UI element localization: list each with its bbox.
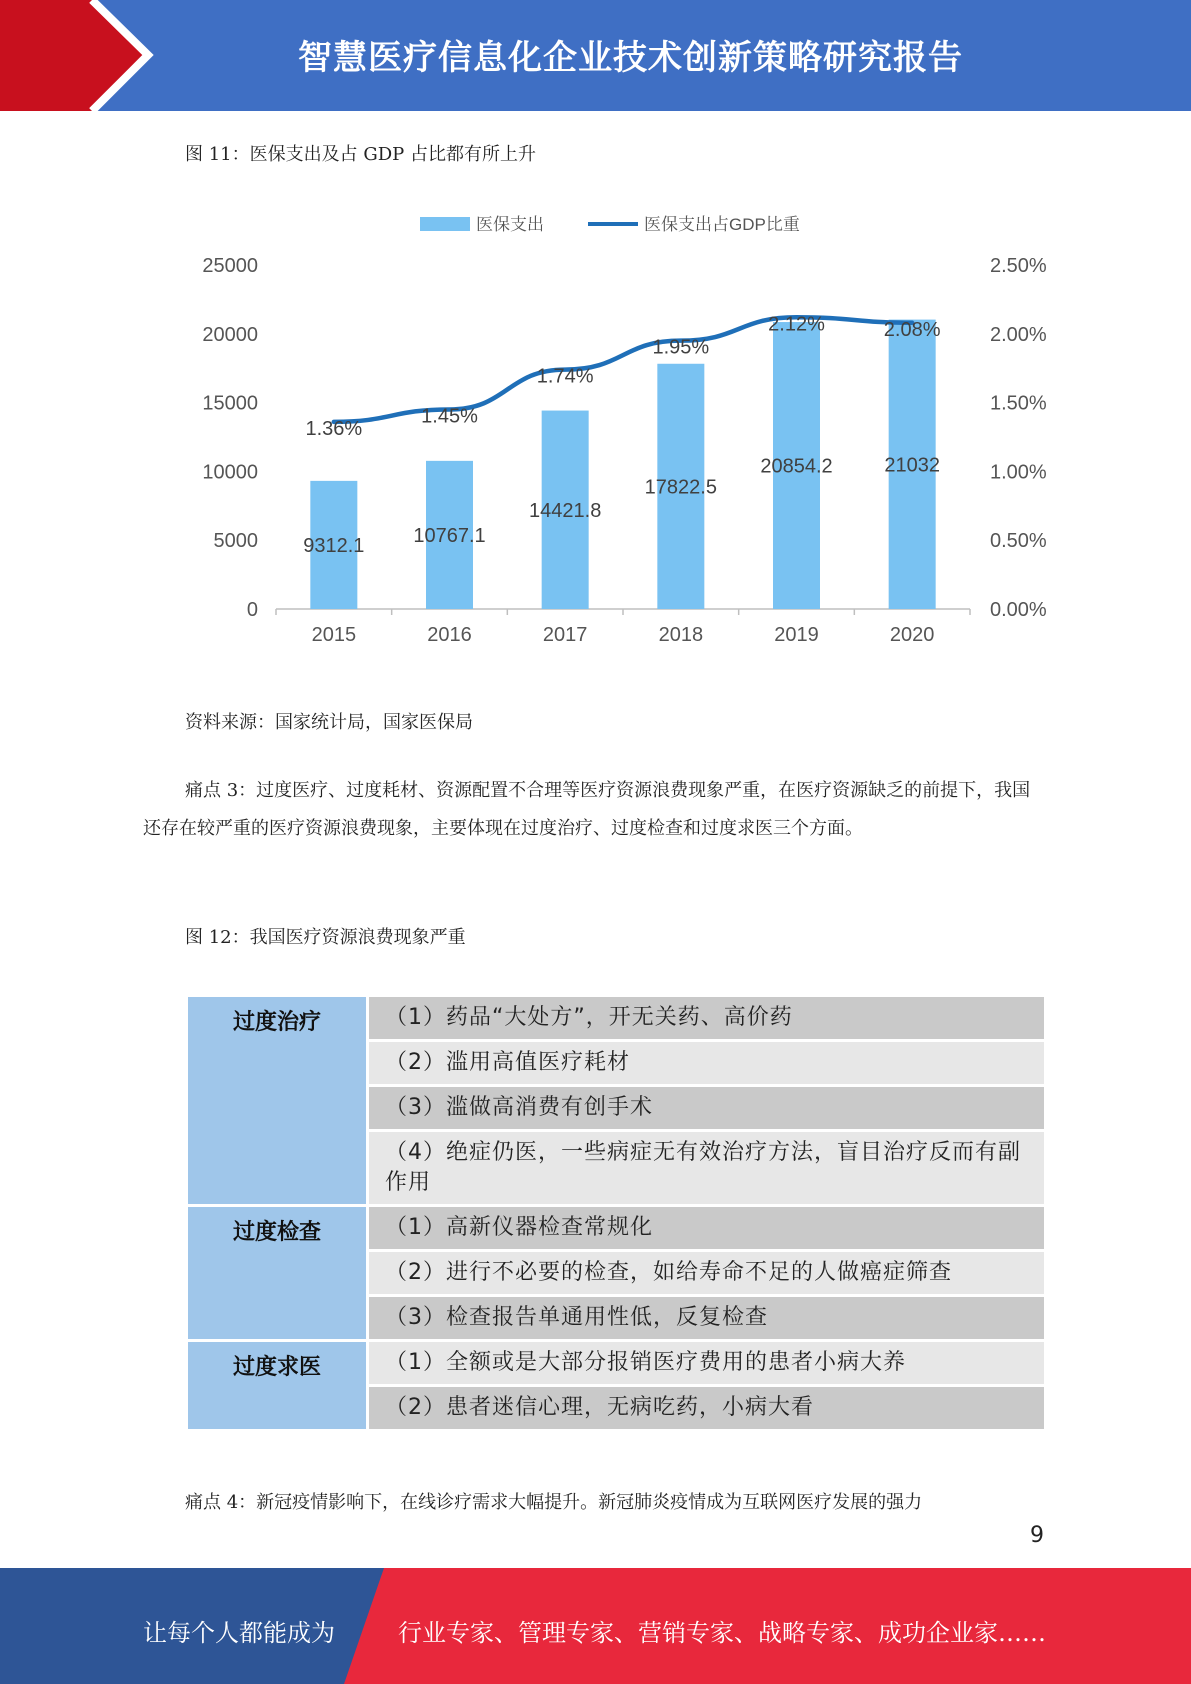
table-item-cell: （2）患者迷信心理，无病吃药，小病大看 [368, 1386, 1046, 1431]
table-row [187, 1206, 1046, 1251]
line-data-label: 2.08% [883, 318, 941, 341]
category-label: 过度治疗 [232, 1010, 321, 1035]
report-title: 智慧医疗信息化企业技术创新策略研究报告 [298, 38, 963, 78]
table-category-cell [187, 1206, 368, 1341]
y2-axis-tick-label: 1.00% [990, 461, 1047, 484]
legend-line-label: 医保支出占GDP比重 [644, 215, 800, 234]
x-axis-category-label: 2017 [542, 624, 588, 646]
figure11-caption: 图 11：医保支出及占 GDP 占比都有所上升 [185, 144, 536, 165]
line-data-label: 1.45% [421, 405, 478, 428]
y-axis-tick-label: 5000 [213, 530, 258, 553]
x-axis-category-label: 2015 [311, 624, 357, 646]
table-item-cell: （2）滥用高值医疗耗材 [368, 1041, 1046, 1086]
table-item-cell: （1）高新仪器检查常规化 [368, 1206, 1046, 1251]
y-axis-tick-label: 20000 [202, 323, 258, 346]
x-axis-category-label: 2018 [658, 624, 704, 646]
y-axis-tick-label: 10000 [202, 461, 258, 484]
footer-slogan-right: 行业专家、管理专家、营销专家、战略专家、成功企业家…… [398, 1619, 1046, 1647]
y2-axis-tick-label: 2.50% [990, 255, 1047, 277]
y2-axis-tick-label: 0.00% [990, 599, 1047, 621]
line-data-label: 2.12% [768, 313, 825, 336]
y-axis-tick-label: 15000 [202, 392, 258, 415]
category-label: 过度求医 [232, 1355, 321, 1380]
x-axis-category-label: 2016 [427, 624, 472, 646]
table-item-cell: （1）药品“大处方”，开无关药、高价药 [368, 996, 1046, 1041]
table-item-cell: （4）绝症仍医，一些病症无有效治疗方法，盲目治疗反而有副作用 [368, 1131, 1046, 1206]
chart-bars [303, 320, 940, 609]
bar-data-label: 21032 [884, 454, 940, 477]
chart-line-series [305, 313, 940, 440]
y2-axis-tick-label: 1.50% [990, 392, 1047, 415]
chart-legend [420, 215, 800, 234]
y-axis-tick-label: 25000 [202, 255, 258, 277]
medical-waste-table [185, 994, 1047, 1432]
table-item-cell: （3）检查报告单通用性低，反复检查 [368, 1296, 1046, 1341]
bar-data-label: 20854.2 [760, 455, 833, 478]
table-item-cell: （3）滥做高消费有创手术 [368, 1086, 1046, 1131]
x-axis-category-label: 2019 [774, 624, 819, 646]
figure11-source: 资料来源：国家统计局，国家医保局 [185, 712, 473, 733]
bar-data-label: 10767.1 [413, 524, 486, 547]
line-data-label: 1.95% [652, 336, 710, 359]
table-item-cell: （1）全额或是大部分报销医疗费用的患者小病大养 [368, 1341, 1046, 1386]
y-axis-tick-label: 0 [246, 599, 258, 621]
paragraph-pain-point-3: 痛点 3：过度医疗、过度耗材、资源配置不合理等医疗资源浪费现象严重，在医疗资源缺乏的前提下，我国还存在较严重的医疗资源浪费现象，主要体现在过度治疗、过度检查和过度求医三个方面。 [143, 780, 1031, 839]
footer-slogan-left: 让每个人都能成为 [143, 1619, 335, 1647]
table-row [187, 996, 1046, 1041]
paragraph-pain-point-4: 痛点 4：新冠疫情影响下，在线诊疗需求大幅提升。新冠肺炎疫情成为互联网医疗发展的强力 [185, 1492, 923, 1513]
legend-bar-swatch [420, 217, 470, 231]
figure12-caption: 图 12：我国医疗资源浪费现象严重 [185, 927, 466, 948]
page-header [0, 0, 1191, 111]
y2-axis-tick-label: 0.50% [990, 530, 1047, 553]
bar-data-label: 17822.5 [644, 476, 717, 499]
line-data-label: 1.36% [305, 417, 363, 440]
x-axis-category-label: 2020 [889, 624, 935, 646]
line-data-label: 1.74% [536, 365, 594, 388]
page-footer [0, 1568, 1191, 1684]
table-item-cell: （2）进行不必要的检查，如给寿命不足的人做癌症筛查 [368, 1251, 1046, 1296]
bar-data-label: 9312.1 [303, 534, 365, 557]
legend-bar-label: 医保支出 [476, 215, 544, 234]
bar-data-label: 14421.8 [529, 499, 602, 522]
category-label: 过度检查 [232, 1220, 321, 1245]
table-category-cell [187, 1341, 368, 1431]
table-category-cell [187, 996, 368, 1206]
y2-axis-tick-label: 2.00% [990, 323, 1047, 346]
table-row [187, 1341, 1046, 1386]
medical-insurance-chart [180, 200, 1060, 660]
page-number: 9 [1030, 1523, 1044, 1548]
